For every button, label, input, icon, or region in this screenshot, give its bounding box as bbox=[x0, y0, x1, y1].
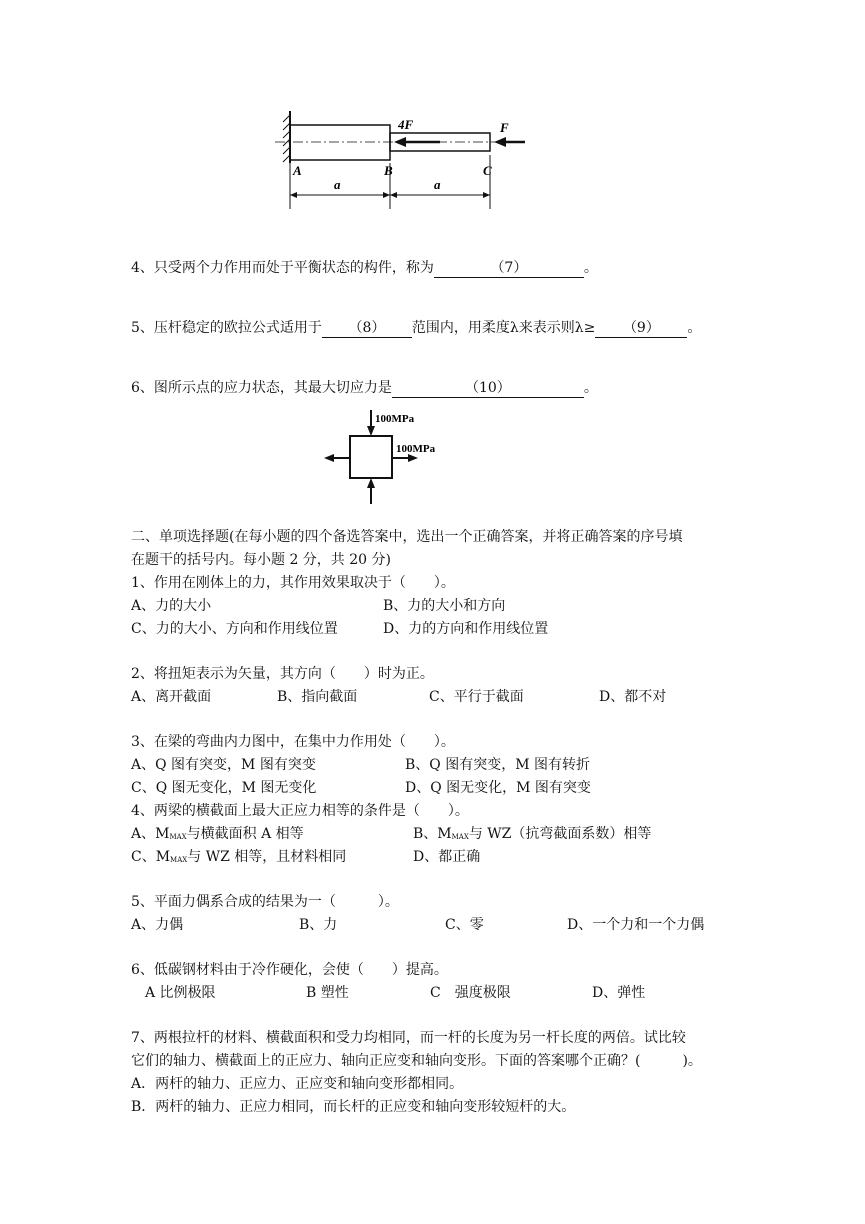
stress-label-top: 100MPa bbox=[375, 413, 415, 425]
choice-question-5: 5、平面力偶系合成的结果为一（ ）。 bbox=[131, 894, 399, 910]
q4-option-c[interactable]: C、$M_{MAX}$与 WZ 相等，且材料相同 bbox=[131, 849, 347, 865]
q7-option-a[interactable]: A．两杆的轴力、正应力、正应变和轴向变形都相同。 bbox=[131, 1076, 464, 1092]
q2-option-d[interactable]: D、都不对 bbox=[599, 689, 667, 705]
answer-blank-7[interactable]: （7） bbox=[434, 260, 584, 278]
answer-blank-9[interactable]: （9） bbox=[595, 320, 687, 338]
stress-label-right: 100MPa bbox=[396, 443, 436, 455]
q3-option-b[interactable]: B、Q 图有突变，M 图有转折 bbox=[405, 757, 591, 773]
q6-option-a[interactable]: A 比例极限 bbox=[145, 985, 216, 1001]
q5-option-b[interactable]: B、力 bbox=[299, 917, 338, 933]
stepped-bar-figure bbox=[270, 105, 540, 215]
choice-question-6: 6、低碳钢材料由于冷作硬化，会使（ ）提高。 bbox=[131, 962, 448, 978]
q5-option-d[interactable]: D、一个力和一个力偶 bbox=[567, 917, 705, 933]
section-header-line-2: 在题干的括号内。每小题 2 分，共 20 分) bbox=[131, 552, 391, 568]
force-4f-label: 4F bbox=[398, 117, 414, 132]
q4-option-b[interactable]: B、$M_{MAX}$与 WZ（抗弯截面系数）相等 bbox=[413, 826, 652, 842]
fill-question-6: 6、图所示点的应力状态，其最大切应力是 （10） 。 bbox=[131, 380, 598, 396]
q1-option-d[interactable]: D、力的方向和作用线位置 bbox=[383, 621, 549, 637]
choice-question-7-line-1: 7、两根拉杆的材料、横截面积和受力均相同，而一杆的长度为另一杆长度的两倍。试比较 bbox=[131, 1030, 686, 1046]
q3-option-c[interactable]: C、Q 图无变化，M 图无变化 bbox=[131, 780, 317, 796]
choice-question-2: 2、将扭矩表示为矢量，其方向（ ）时为正。 bbox=[131, 666, 434, 682]
force-f-label: F bbox=[500, 120, 509, 135]
length-a-2: a bbox=[434, 177, 441, 192]
q2-option-a[interactable]: A、离开截面 bbox=[131, 689, 212, 705]
answer-blank-10[interactable]: （10） bbox=[392, 380, 584, 398]
q1-option-b[interactable]: B、力的大小和方向 bbox=[383, 598, 506, 614]
fill-question-4: 4、只受两个力作用而处于平衡状态的构件，称为 （7） 。 bbox=[131, 260, 598, 276]
q3-option-d[interactable]: D、Q 图无变化，M 图有突变 bbox=[405, 780, 591, 796]
choice-question-1: 1、作用在刚体上的力，其作用效果取决于（ ）。 bbox=[131, 575, 455, 591]
q2-option-b[interactable]: B、指向截面 bbox=[277, 689, 358, 705]
q6-option-d[interactable]: D、弹性 bbox=[592, 985, 646, 1001]
q1-option-c[interactable]: C、力的大小、方向和作用线位置 bbox=[131, 621, 338, 637]
answer-blank-8[interactable]: （8） bbox=[322, 320, 412, 338]
stress-element-figure bbox=[322, 408, 462, 510]
q2-option-c[interactable]: C、平行于截面 bbox=[429, 689, 524, 705]
q5-option-c[interactable]: C、零 bbox=[445, 917, 484, 933]
q4-option-a[interactable]: A、$M_{MAX}$与横截面积 A 相等 bbox=[131, 826, 304, 842]
point-c-label: C bbox=[483, 163, 492, 178]
q7-option-b[interactable]: B．两杆的轴力、正应力相同，而长杆的正应变和轴向变形较短杆的大。 bbox=[131, 1099, 576, 1115]
q3-option-a[interactable]: A、Q 图有突变，M 图有突变 bbox=[131, 757, 316, 773]
length-a-1: a bbox=[334, 177, 341, 192]
point-b-label: B bbox=[384, 163, 393, 178]
q6-option-c[interactable]: C 强度极限 bbox=[430, 985, 511, 1001]
point-a-label: A bbox=[293, 163, 302, 178]
choice-question-3: 3、在梁的弯曲内力图中，在集中力作用处（ ）。 bbox=[131, 734, 455, 750]
q1-option-a[interactable]: A、力的大小 bbox=[131, 598, 212, 614]
q5-option-a[interactable]: A、力偶 bbox=[131, 917, 184, 933]
section-header-line-1: 二、单项选择题(在每小题的四个备选答案中，选出一个正确答案，并将正确答案的序号填 bbox=[131, 529, 683, 545]
choice-question-7-line-2: 它们的轴力、横截面上的正应力、轴向正应变和轴向变形。下面的答案哪个正确？( )。 bbox=[131, 1053, 702, 1069]
fill-question-5: 5、压杆稳定的欧拉公式适用于 （8） 范围内，用柔度λ来表示则λ≥ （9） 。 bbox=[131, 320, 702, 336]
q6-option-b[interactable]: B 塑性 bbox=[306, 985, 349, 1001]
q4-option-d[interactable]: D、都正确 bbox=[413, 849, 481, 865]
choice-question-4: 4、两梁的横截面上最大正应力相等的条件是（ ）。 bbox=[131, 803, 469, 819]
